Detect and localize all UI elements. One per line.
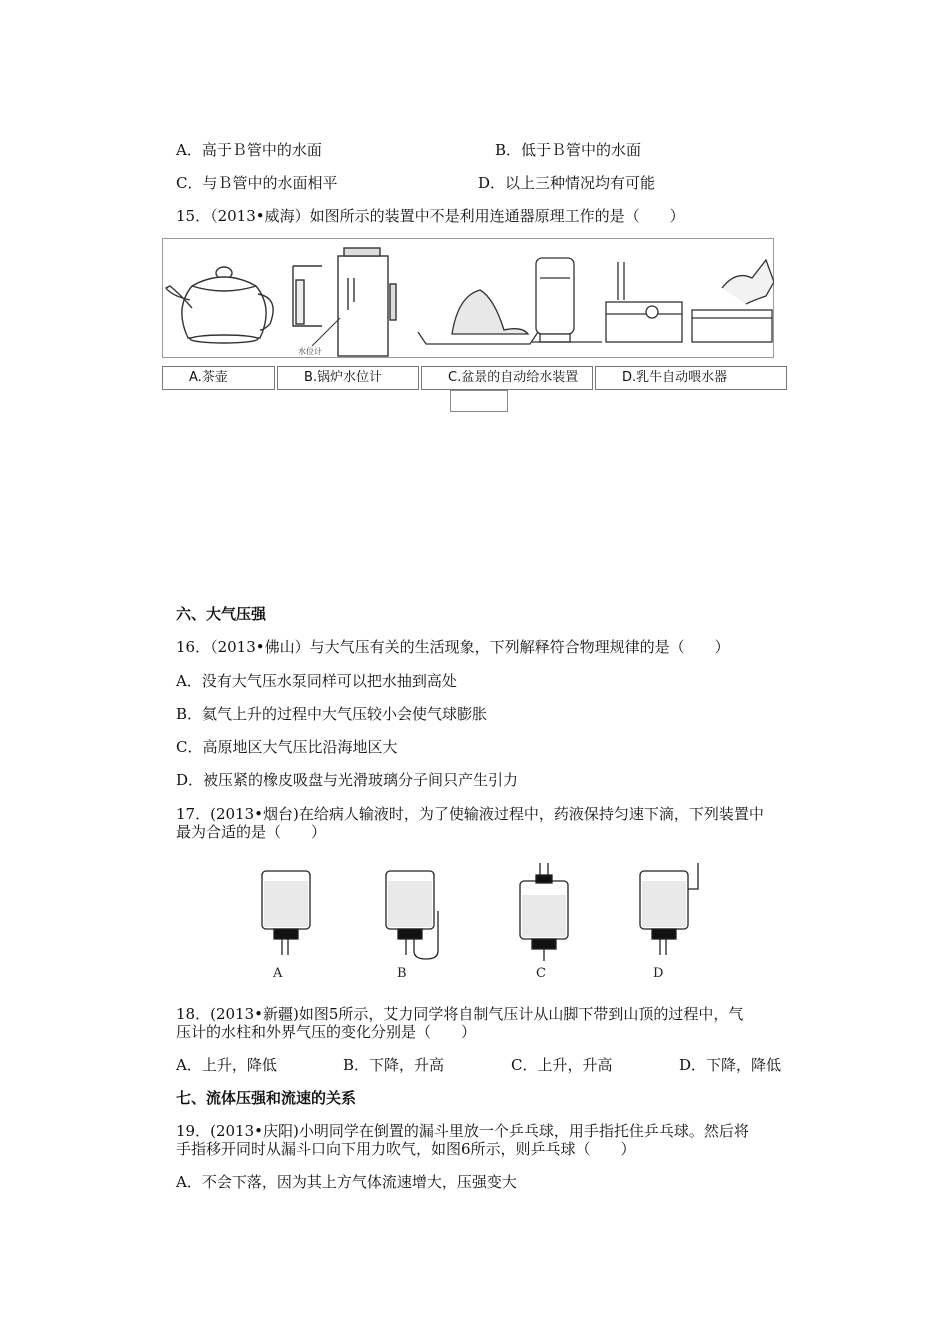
teapot-image: [166, 267, 273, 343]
q17-label-d: D: [653, 966, 664, 981]
q14-option-a: A．高于Ｂ管中的水面: [176, 141, 322, 159]
boiler-gauge-label: 水位计: [298, 347, 322, 356]
q15-caption-d: D.乳牛自动喂水器: [595, 366, 787, 390]
q16-option-c: C．高原地区大气压比沿海地区大: [176, 738, 398, 756]
q15-blank-box: [450, 390, 508, 412]
q16-option-a: A．没有大气压水泵同样可以把水抽到高处: [176, 672, 457, 690]
q17-stem-line2: 最为合适的是（ ）: [176, 823, 327, 841]
q17-figure: [250, 855, 720, 985]
q18-option-b: B．下降，升高: [343, 1056, 445, 1074]
iv-bottle-a: [262, 871, 310, 955]
q18-option-a: A．上升，降低: [176, 1056, 277, 1074]
q17-label-c: C: [536, 966, 546, 981]
q19-option-a: A．不会下落，因为其上方气体流速增大，压强变大: [176, 1173, 517, 1191]
section-7-title: 七、流体压强和流速的关系: [176, 1089, 357, 1107]
q17-label-a: A: [273, 966, 283, 981]
q18-option-d: D．下降，降低: [679, 1056, 782, 1074]
section-6-title: 六、大气压强: [176, 605, 267, 623]
q14-option-d: D．以上三种情况均有可能: [478, 174, 656, 192]
q14-option-b: B．低于Ｂ管中的水面: [495, 141, 642, 159]
iv-bottle-b: [386, 871, 438, 959]
iv-bottle-c: [520, 863, 568, 961]
q18-stem-line2: 压计的水柱和外界气压的变化分别是（ ）: [176, 1023, 477, 1041]
q17-label-b: B: [397, 966, 407, 981]
q15-stem: 15．（2013•威海）如图所示的装置中不是利用连通器原理工作的是（ ）: [176, 207, 685, 225]
q18-stem-line1: 18．(2013•新疆)如图5所示，艾力同学将自制气压计从山脚下带到山顶的过程中，气: [176, 1005, 744, 1023]
q19-stem-line2: 手指移开同时从漏斗口向下用力吹气，如图6所示，则乒乓球（ ）: [176, 1140, 636, 1158]
q17-stem-line1: 17．(2013•烟台)在给病人输液时，为了使输液过程中，药液保持匀速下滴，下列装置中: [176, 805, 764, 823]
q19-stem-line1: 19．(2013•庆阳)小明同学在倒置的漏斗里放一个乒乓球，用手指托住乒乓球。然后将: [176, 1122, 749, 1140]
q16-option-b: B．氦气上升的过程中大气压较小会使气球膨胀: [176, 705, 488, 723]
q15-figure: [162, 238, 774, 360]
q16-stem: 16．（2013•佛山）与大气压有关的生活现象，下列解释符合物理规律的是（ ）: [176, 638, 730, 656]
q16-option-d: D．被压紧的橡皮吸盘与光滑玻璃分子间只产生引力: [176, 771, 519, 789]
cow-feeder-image: [606, 260, 774, 342]
q15-caption-b: B.锅炉水位计: [277, 366, 419, 390]
q15-caption-c: C.盆景的自动给水装置: [421, 366, 593, 390]
q18-option-c: C．上升，升高: [511, 1056, 613, 1074]
boiler-image: [293, 248, 396, 356]
bonsai-waterer-image: [418, 258, 602, 344]
q15-caption-a: A.茶壶: [162, 366, 275, 390]
q14-option-c: C．与Ｂ管中的水面相平: [176, 174, 338, 192]
iv-bottle-d: [640, 863, 698, 955]
